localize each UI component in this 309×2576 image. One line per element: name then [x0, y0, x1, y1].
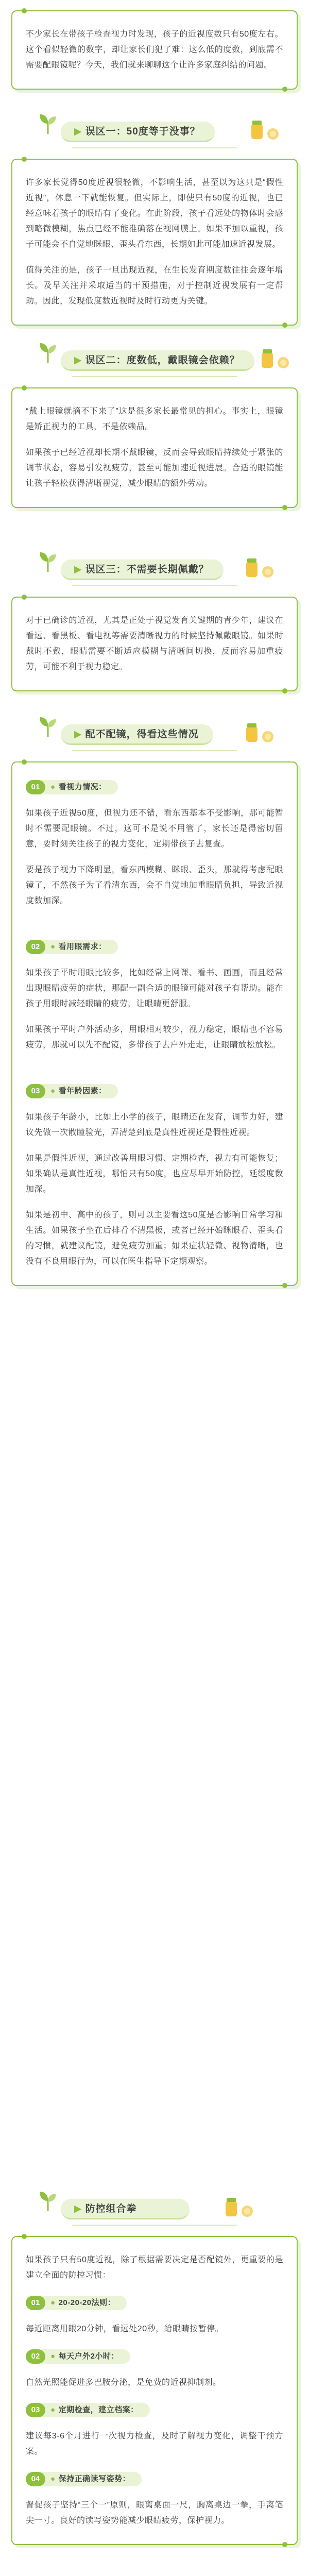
- paragraph: 督促孩子坚持“三个一”原则，眼离桌面一尺，胸离桌边一拳，手离笔尖一寸。良好的读写姿势能减少眼睛疲劳，保护视力。: [26, 2501, 283, 2525]
- section-heading-4: [0, 710, 309, 756]
- section-box-1: [11, 159, 298, 326]
- sub-number: 02: [26, 2349, 45, 2364]
- paragraph: 对于已确诊的近视，尤其是正处于视觉发育关键期的青少年，建议在看远、看黑板、看电视等需要清晰视力的时候坚持佩戴眼镜。如果时戴时不戴，眼睛需要不断适应模糊与清晰间切换，反而容易加重疲劳，可能不利于视力稳定。: [26, 616, 283, 671]
- bullet-icon: ●: [50, 783, 56, 791]
- sub-label: [41, 2472, 142, 2486]
- tip-checkups: [26, 2401, 283, 2419]
- sub-label: [41, 1084, 118, 1098]
- section-heading-5: [0, 2184, 309, 2231]
- subheading-usage-needs: [26, 938, 283, 956]
- section-title-text: 误区二：度数低，戴眼镜会依赖？: [85, 355, 240, 366]
- paragraph: 如果孩子已经近视却长期不戴眼镜，反而会导致眼睛持续处于紧张的调节状态，容易引发视疲劳，甚至可能加速近视进展。合适的眼镜能让孩子轻松获得清晰视觉，减少眼睛的额外劳动。: [26, 448, 283, 488]
- sprout-icon: [36, 714, 60, 738]
- pill-bottle-icon: [242, 720, 278, 746]
- paragraph: 如果是初中、高中的孩子，则可以主要看这50度是否影响日常学习和生活。如果孩子坐在后排看不清黑板，或者已经开始眯眼看、歪头看的习惯，就建议配镜，避免疲劳加重；如果症状轻微、视物清晰，也没有不良用眼行为，可以在医生指导下定期观察。: [26, 1211, 283, 1266]
- paragraph: 值得关注的是，孩子一旦出现近视，在生长发育期度数往往会逐年增长。及早关注并采取适当的干预措施，对于控制近视发展有一定帮助。因此，发现低度数近视时及时行动更为关键。: [26, 266, 283, 306]
- section-box-4: [11, 761, 298, 1286]
- pill-bottle-icon: [242, 555, 278, 581]
- section-title-text: 配不配镜，得看这些情况: [85, 729, 199, 740]
- paragraph: 如果孩子年龄小，比如上小学的孩子，眼睛还在发育，调节力好，建议先做一次散瞳验光，弄清楚到底是真性近视还是假性近视。: [26, 1113, 283, 1137]
- divider: [72, 147, 237, 148]
- sub-label-text: 20-20-20法则：: [58, 2298, 116, 2307]
- section-title-5: [61, 2199, 190, 2219]
- sub-label: [41, 2296, 127, 2310]
- sub-number: 01: [26, 2296, 45, 2310]
- divider: [72, 2225, 237, 2226]
- section-box-2: [11, 387, 298, 508]
- sub-number: 03: [26, 2403, 45, 2417]
- sub-number: 02: [26, 940, 45, 954]
- divider: [72, 585, 237, 586]
- paragraph: 许多家长觉得50度近视很轻微，不影响生活，甚至以为这只是“假性近视”，休息一下就能恢复。但实际上，即使只有50度的近视，也已经意味着孩子的眼睛有了变化。在此阶段，孩子看远处的物体时会感到略微模糊，焦点已经不能准确落在视网膜上。如果不加以重视，孩子可能会不自觉地眯眼、歪头看东西，长期如此可能加速近视发展。: [26, 178, 283, 249]
- sprout-icon: [36, 2189, 60, 2212]
- chevron-icon: ▶: [74, 564, 82, 575]
- sub-label: [41, 780, 118, 794]
- sub-label-text: 看视力情况：: [58, 783, 107, 791]
- divider: [72, 376, 237, 377]
- paragraph: 如果孩子近视50度，但视力还不错，看东西基本不受影响，那可能暂时不需要配眼镜。不过，这可不是说不用管了，家长还是得密切留意，要时刻关注孩子的视力变化，定期带孩子去复查。: [26, 809, 283, 849]
- bullet-icon: ●: [50, 942, 56, 951]
- section-heading-1: [0, 107, 309, 154]
- sub-number: 04: [26, 2472, 45, 2486]
- section-heading-3: [0, 545, 309, 591]
- sub-label-text: 看用眼需求：: [58, 942, 107, 951]
- bullet-icon: ●: [50, 2405, 56, 2414]
- chevron-icon: ▶: [74, 355, 82, 366]
- section-title-text: 防控组合拳: [85, 2204, 137, 2214]
- paragraph: 如果是假性近视，通过改善用眼习惯、定期检查，视力有可能恢复；如果确认是真性近视，哪怕只有50度，也应尽早开始防控，延缓度数加深。: [26, 1154, 283, 1194]
- paragraph: 自然光照能促进多巴胺分泌，是免费的近视抑制剂。: [26, 2378, 221, 2387]
- paragraph: “戴上眼镜就摘不下来了”这是很多家长最常见的担心。事实上，眼镜是矫正视力的工具，不是依赖品。: [26, 407, 283, 431]
- chevron-icon: ▶: [74, 126, 82, 137]
- section-title-1: [61, 122, 215, 142]
- subheading-age-factors: [26, 1082, 283, 1100]
- divider: [72, 750, 237, 751]
- sub-number: 01: [26, 780, 45, 794]
- sub-label-text: 定期检查，建立档案：: [58, 2405, 139, 2414]
- section-box-3: [11, 597, 298, 691]
- sub-label: [41, 940, 118, 954]
- bullet-icon: ●: [50, 2298, 56, 2307]
- pill-bottle-icon: [247, 117, 283, 143]
- tip-outdoor: [26, 2347, 283, 2366]
- section-title-4: [61, 724, 213, 745]
- sprout-icon: [36, 111, 60, 135]
- section-heading-2: [0, 336, 309, 382]
- bullet-icon: ●: [50, 2475, 56, 2483]
- pill-bottle-icon: [221, 2195, 258, 2221]
- pill-bottle-icon: [258, 346, 294, 372]
- intro-box: [11, 10, 298, 90]
- bullet-icon: ●: [50, 1087, 56, 1095]
- paragraph: 每近距离用眼20分钟，看远处20秒，给眼睛按暂停。: [26, 2325, 224, 2333]
- sub-label-text: 看年龄因素：: [58, 1087, 107, 1095]
- section-title-text: 误区三：不需要长期佩戴？: [85, 564, 209, 575]
- sprout-icon: [36, 549, 60, 573]
- tip-20-20-20: [26, 2294, 283, 2312]
- tip-posture: [26, 2470, 283, 2488]
- section-title-2: [61, 350, 254, 371]
- paragraph: 要是孩子视力下降明显，看东西模糊、眯眼、歪头，那就得考虑配眼镜了，不然孩子为了看清东西，会不自觉地加重眼睛负担，导致近视度数加深。: [26, 866, 283, 905]
- chevron-icon: ▶: [74, 729, 82, 740]
- sub-label-text: 保持正确读写姿势：: [58, 2475, 131, 2483]
- sub-label: [41, 2349, 130, 2364]
- section-title-3: [61, 560, 224, 580]
- chevron-icon: ▶: [74, 2204, 82, 2214]
- bullet-icon: ●: [50, 2352, 56, 2361]
- paragraph: 建议每3-6个月进行一次视力检查，及时了解视力变化，调整干预方案。: [26, 2432, 283, 2456]
- section-box-5: [11, 2236, 298, 2545]
- sprout-icon: [36, 340, 60, 364]
- paragraph: 如果孩子平时用眼比较多，比如经常上网课、看书、画画，而且经常出现眼睛疲劳的症状，那配一副合适的眼镜可能对孩子有帮助。能在孩子用眼时减轻眼睛的疲劳，让眼睛更舒服。: [26, 969, 283, 1008]
- sub-label-text: 每天户外2小时：: [58, 2352, 119, 2361]
- sub-label: [41, 2403, 150, 2417]
- section-title-text: 误区一：50度等于没事？: [85, 126, 200, 137]
- intro-paragraph: 不少家长在带孩子检查视力时发现，孩子的近视度数只有50度左右。这个看似轻微的数字，却让家长们犯了难：这么低的度数，到底需不需要配眼镜呢？今天，我们就来聊聊这个让许多家庭纠结的问题。: [26, 30, 283, 70]
- sub-number: 03: [26, 1084, 45, 1098]
- paragraph: 如果孩子平时户外活动多，用眼相对较少，视力稳定，眼睛也不容易疲劳，那就可以先不配镜，多带孩子去户外走走，让眼睛放松放松。: [26, 1025, 283, 1049]
- subheading-view-vision: [26, 778, 283, 796]
- paragraph: 如果孩子只有50度近视，除了根据需要决定是否配镜外，更重要的是建立全面的防控习惯：: [26, 2256, 283, 2280]
